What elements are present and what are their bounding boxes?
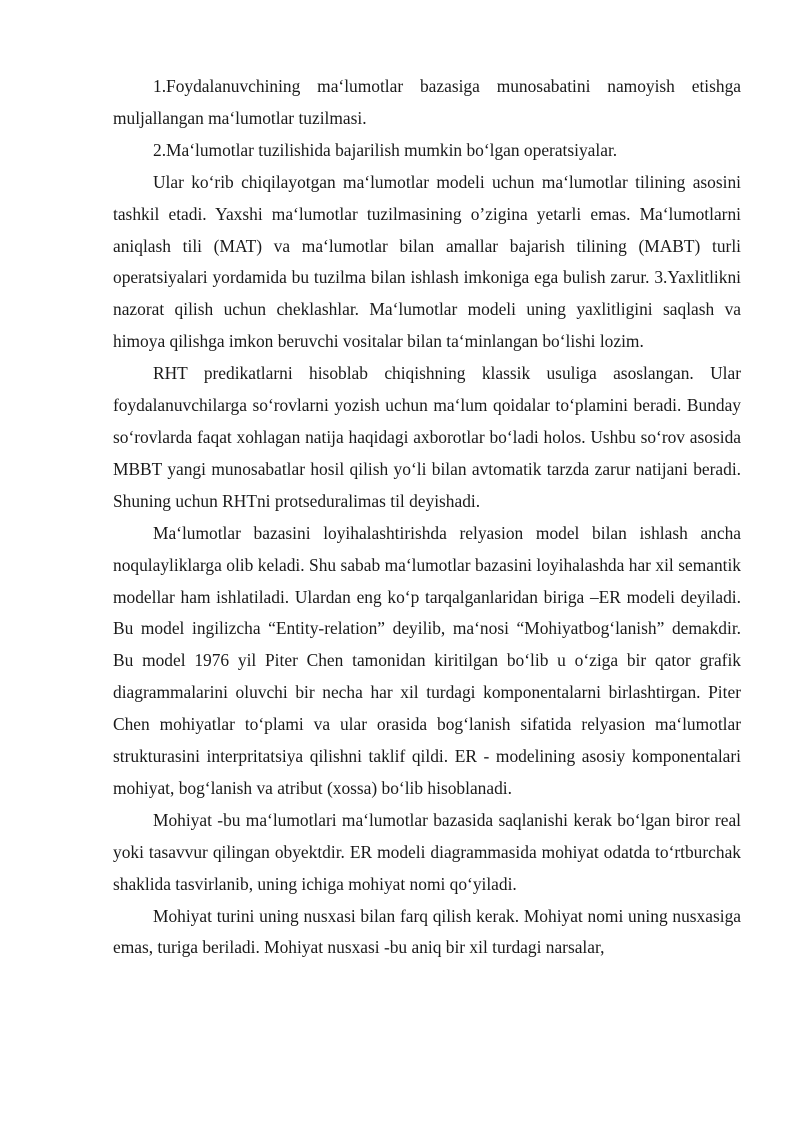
paragraph-7: Mohiyat turini uning nusxasi bilan farq qilish kerak. Mohiyat nomi uning nusxasiga emas, turiga beriladi. Mohiyat nusxasi -bu aniq bir xil turdagi narsalar, [113, 905, 741, 958]
paragraph-2: 2.Ma‘lumotlar tuzilishida bajarilish mumkin bo‘lgan operatsiyalar. [153, 139, 618, 160]
document-page [113, 71, 741, 964]
paragraph-1: 1.Foydalanuvchining ma‘lumotlar bazasiga munosabatini namoyish etishga muljallangan ma‘lumotlar tuzilmasi. [113, 76, 741, 128]
paragraph-4: RHT predikatlarni hisoblab chiqishning klassik usuliga asoslangan. Ular foydalanuvchilarga so‘rovlarni yozish uchun ma‘lum qoidalar to‘plamini beradi. Bunday so‘rovlarda faqat xohlagan natija haqidagi axborotlar bo‘ladi holos. Ushbu so‘rov asosida MBBT yangi munosabatlar hosil qilish yo‘li bilan avtomatik tarzda zarur natijani beradi. Shuning uchun RHTni protseduralimas til deyishadi. [113, 363, 741, 511]
paragraph-3: Ular ko‘rib chiqilayotgan ma‘lumotlar modeli uchun ma‘lumotlar tilining asosini tashkil etadi. Yaxshi ma‘lumotlar tuzilmasining o’zigina yetarli emas. Ma‘lumotlarni aniqlash tili (MAT) va ma‘lumotlar bilan amallar bajarish tilining (MABT) turli operatsiyalari yordamida bu tuzilma bilan ishlash imkoniga ega bulish zarur. 3.Yaxlitlikni nazorat qilish uchun cheklashlar. Ma‘lumotlar modeli uning yaxlitligini saqlash va himoya qilishga imkon beruvchi vositalar bilan ta‘minlangan bo‘lishi lozim. [113, 171, 741, 352]
paragraph-5: Ma‘lumotlar bazasini loyihalashtirishda relyasion model bilan ishlash ancha noqulayliklarga olib keladi. Shu sabab ma‘lumotlar bazasini loyihalashda har xil semantik modellar ham ishlatiladi. Ulardan eng ko‘p tarqalganlaridan biriga –ER modeli deyiladi. Bu model ingilizcha “Entity-relation” deyilib, ma‘nosi “Mohiyatbog‘lanish” demakdir. Bu model 1976 yil Piter Chen tamonidan kiritilgan bo‘lib u o‘ziga bir qator grafik diagrammalarini oluvchi bir necha har xil turdagi komponentalarni birlashtirgan. Piter Chen mohiyatlar to‘plami va ular orasida bog‘lanish sifatida relyasion ma‘lumotlar strukturasini interpritatsiya qilishni taklif qildi. ER - modelining asosiy komponentalari mohiyat, bog‘lanish va atribut (xossa) bo‘lib hisoblanadi. [113, 522, 741, 798]
paragraph-6: Mohiyat -bu ma‘lumotlari ma‘lumotlar bazasida saqlanishi kerak bo‘lgan biror real yoki tasavvur qilingan obyektdir. ER modeli diagrammasida mohiyat odatda to‘rtburchak shaklida tasvirlanib, uning ichiga mohiyat nomi qo‘yiladi. [113, 809, 741, 894]
